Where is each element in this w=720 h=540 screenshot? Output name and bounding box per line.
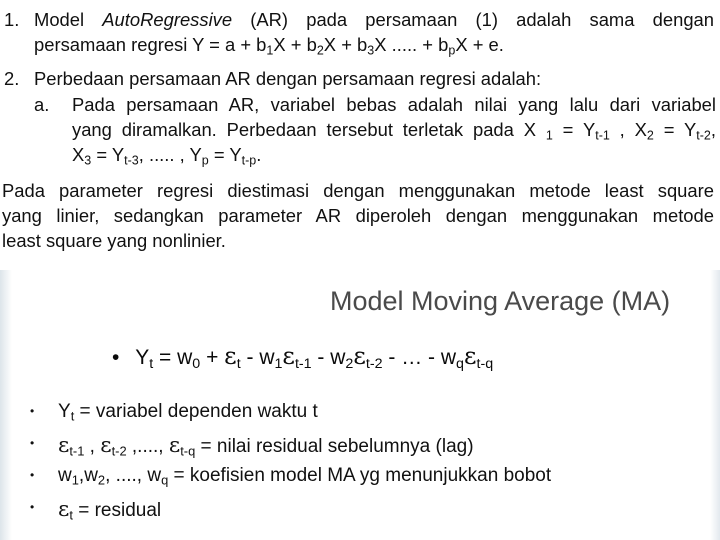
list-number: 1. <box>4 9 20 30</box>
sub-item-letter: a. <box>34 94 50 115</box>
item1-line1: Model AutoRegressive (AR) pada persamaan (1) adalah sama dengan <box>34 9 714 30</box>
slide-title: Model Moving Average (MA) <box>330 286 671 316</box>
slide-panel: Model Moving Average (MA) • $Y_t = w_0 + \varepsilon_t - w_1\varepsilon_{t-1} - w_2\varepsilon_{t-2}$ - … - $w_q\varepsilon_{t-q}$ • $Y_t$ = variabel dependen waktu t • $\varepsilon_{t-1}$ , $\varepsilon_{t-2}$ ,...., $\varepsilon_{t-q}$ = nilai residual sebelumnya (lag) • $w_1,w_2$, ...., $w_q$ = koefisien model MA yg menunjukkan bobot • $\varepsilon_t$ = residual <box>0 270 720 540</box>
sub-a-line1: Pada persamaan AR, variabel bebas adalah nilai yang lalu dari variabel <box>72 94 716 115</box>
sub-a-line2: yang diramalkan. Perbedaan tersebut terletak pada X $_1 = Y_{t-1}$ , $X_2 = Y_{t-2}$, <box>72 119 716 143</box>
summary-paragraph <box>2 178 714 253</box>
slide-edge-right <box>710 270 720 540</box>
epsilon-symbol: ε <box>58 433 70 458</box>
sub-a-line3: $X_3 = Y_{t-3}$, ..... , $Y_p = Y_{t-p}$. <box>72 144 262 168</box>
bullet: • <box>112 346 120 369</box>
item2-text: Perbedaan persamaan AR dengan persamaan regresi adalah: <box>34 68 542 89</box>
epsilon-symbol: ε <box>353 342 366 370</box>
bullet: • <box>30 436 35 450</box>
document-text <box>0 0 720 268</box>
epsilon-symbol: ε <box>100 433 112 458</box>
epsilon-symbol: ε <box>58 497 70 522</box>
slide-edge-left <box>0 270 12 540</box>
ma-equation: • $Y_t = w_0 + \varepsilon_t - w_1\varepsilon_{t-1} - w_2\varepsilon_{t-2}$ - … - $w_q\varepsilon_{t-q}$ <box>112 342 494 372</box>
paragraph-line1: Pada parameter regresi diestimasi dengan menggunakan metode least square <box>2 180 714 201</box>
epsilon-symbol: ε <box>168 433 181 458</box>
bullet: • <box>30 404 35 418</box>
item1-line2: persamaan regresi $Y = a + b_1X + b_2X + b_3X$ ..... + $b_pX + e$. <box>34 34 504 58</box>
epsilon-symbol: ε <box>463 342 477 370</box>
paragraph-line2: yang linier, sedangkan parameter AR diperoleh dengan menggunakan metode <box>2 205 714 226</box>
bullet: • <box>30 500 35 514</box>
paragraph-line3: least square yang nonlinier. <box>2 230 226 251</box>
epsilon-symbol: ε <box>224 342 237 370</box>
list-number: 2. <box>4 68 20 89</box>
bullet: • <box>30 468 35 482</box>
epsilon-symbol: ε <box>282 342 295 370</box>
